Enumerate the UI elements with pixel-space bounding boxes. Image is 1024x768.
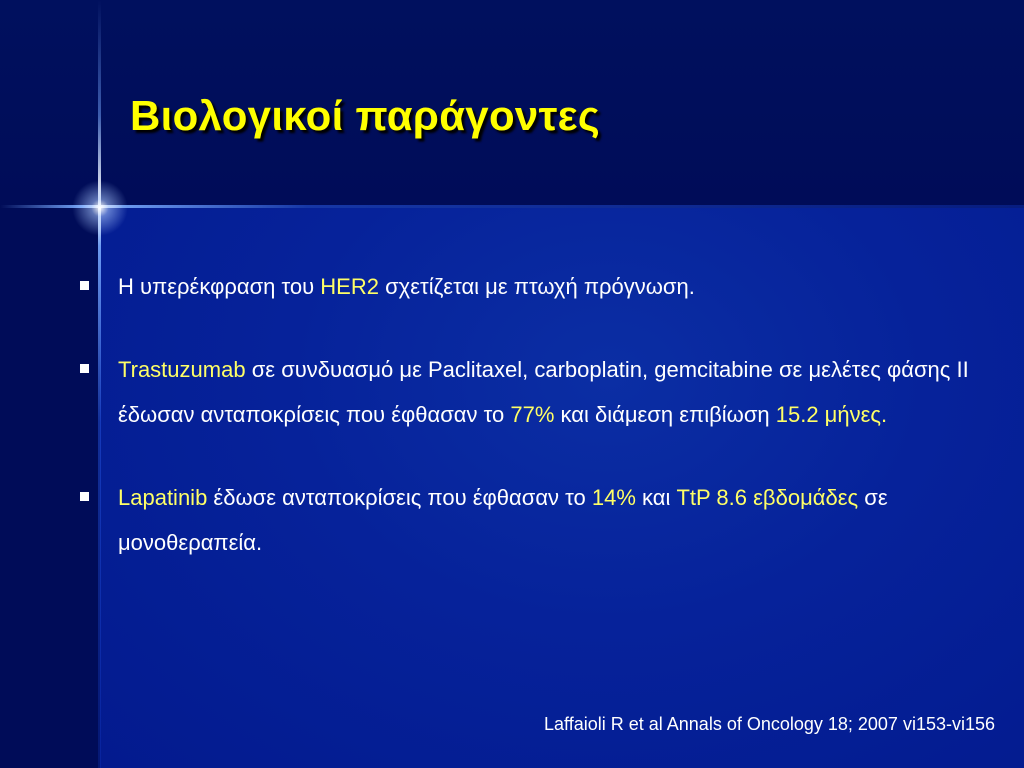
bullet-text-segment: Η υπερέκφραση του: [118, 274, 321, 299]
highlight-15-2-months: 15.2 μήνες.: [775, 402, 888, 427]
highlight-her2: HER2: [320, 274, 379, 299]
square-bullet-icon: [80, 364, 89, 373]
sparkle-star-icon: [72, 180, 128, 236]
bullet-item: [80, 264, 1010, 309]
highlight-trastuzumab: Trastuzumab: [118, 357, 246, 382]
bullet-text: [118, 485, 888, 555]
bullet-text-segment: και διάμεση επιβίωση: [554, 402, 776, 427]
square-bullet-icon: [80, 492, 89, 501]
bullet-text-segment: σχετίζεται με πτωχή πρόγνωση.: [378, 274, 695, 299]
bullet-list: [80, 264, 1010, 565]
horizontal-light-line: [0, 205, 1024, 208]
bullet-item: [80, 475, 1010, 565]
slide-title: Βιολογικοί παράγοντες: [130, 92, 601, 139]
citation: Laffaioli R et al Annals of Oncology 18; 2007 vi153-vi156: [544, 714, 995, 734]
highlight-ttp-weeks: TtP 8.6 εβδομάδες: [676, 485, 859, 510]
bullet-text-segment: έδωσε ανταποκρίσεις που έφθασαν το: [207, 485, 592, 510]
highlight-14-percent: 14%: [591, 485, 636, 510]
bullet-text-segment: σε μονοθεραπεία.: [118, 485, 888, 555]
bullet-text: [118, 274, 695, 299]
highlight-77-percent: 77%: [510, 402, 555, 427]
square-bullet-icon: [80, 281, 89, 290]
bullet-text-segment: και: [635, 485, 677, 510]
bullet-text: [118, 357, 969, 427]
bullet-item: [80, 347, 1010, 437]
bullet-text-segment: σε συνδυασμό με Paclitaxel, carboplatin, gemcitabine σε μελέτες φάσης II έδωσαν ανταποκρίσεις που έφθασαν το: [118, 357, 969, 427]
highlight-lapatinib: Lapatinib: [118, 485, 208, 510]
